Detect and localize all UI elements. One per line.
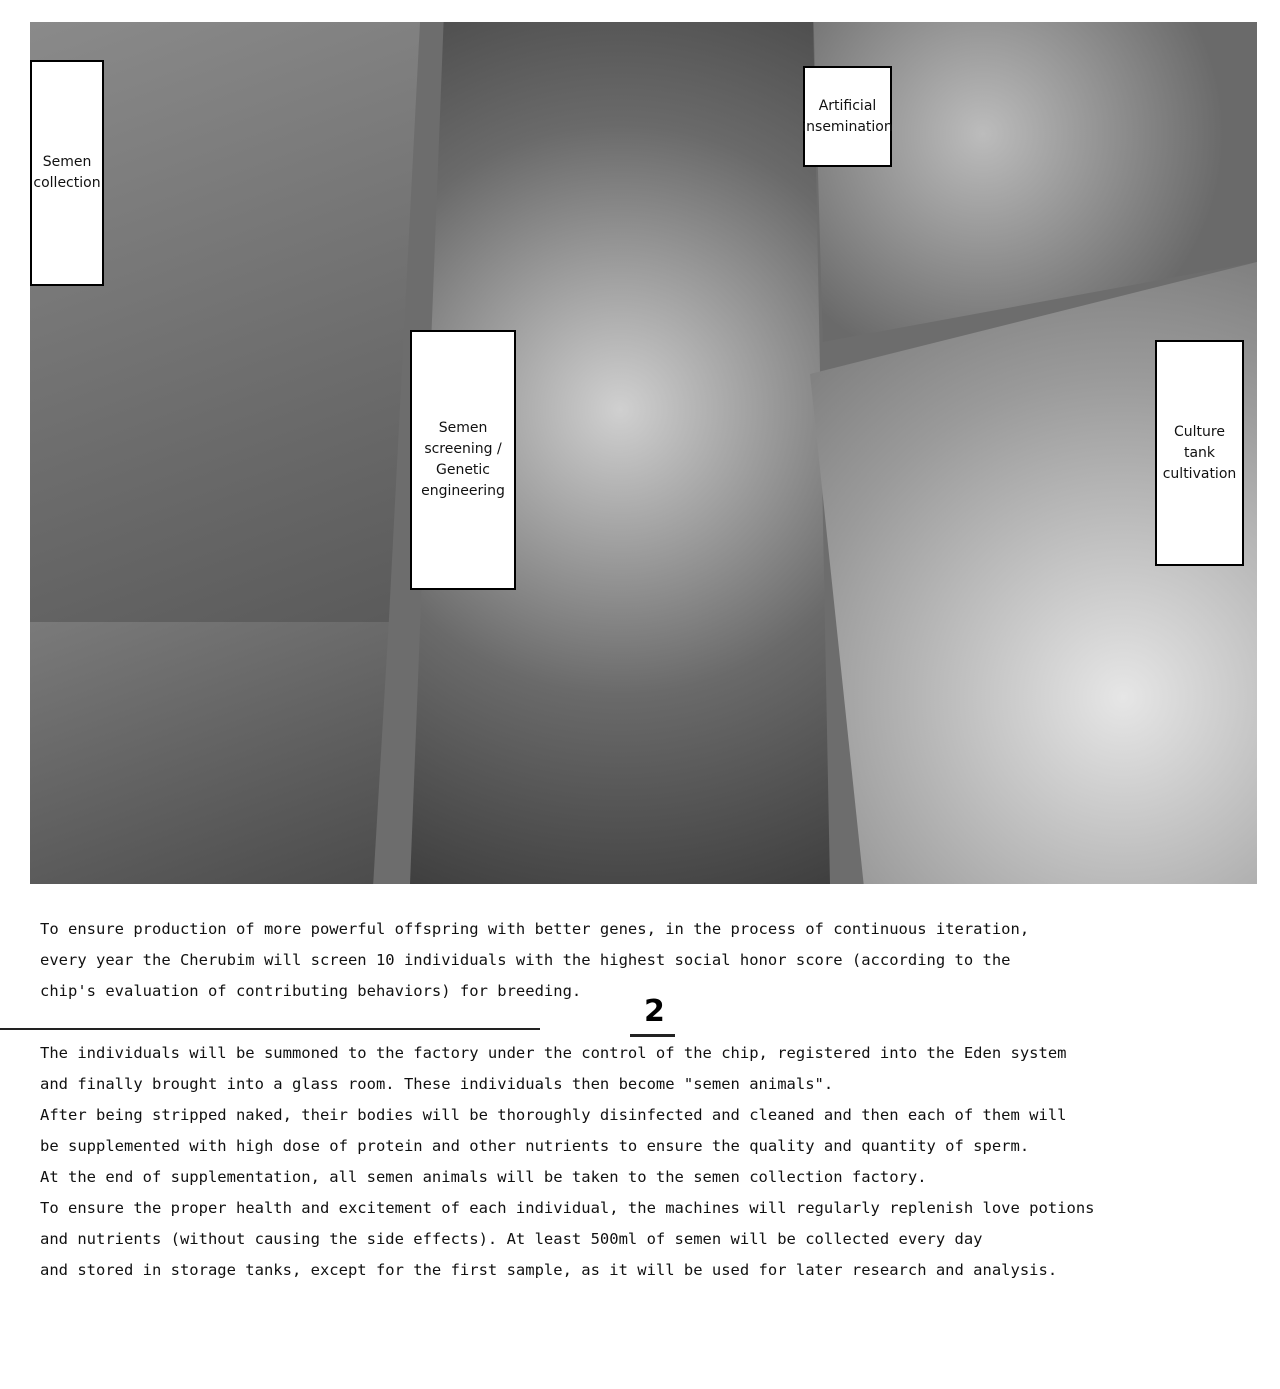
caption-screening: Semen screening / Genetic engineering (410, 330, 516, 590)
page-number-underline (630, 1034, 675, 1037)
body-text (40, 914, 1250, 1286)
caption-semen-collection: Semen collection (30, 60, 104, 286)
paragraph-2: The individuals will be summoned to the factory under the control of the chip, registered into the Eden system and finally brought into a glass room. These individuals then become "semen animals". After being stripped naked, their bodies will be thoroughly disinfected and cleaned and then each of them will be supplemented with high dose of protein and other nutrients to ensure the quality and quantity of sperm. At the end of supplementation, all semen animals will be taken to the semen collection factory. To ensure the proper health and excitement of each individual, the machines will regularly replenish love potions and nutrients (without causing the side effects). At least 500ml of semen will be collected every day and stored in storage tanks, except for the first sample, as it will be used for later research and analysis. (40, 1044, 1095, 1279)
paragraph-1: To ensure production of more powerful offspring with better genes, in the process of continuous iteration, every year the Cherubim will screen 10 individuals with the highest social honor score (according to the chip's evaluation of contributing behaviors) for breeding. (40, 920, 1030, 1000)
panel-collection-lower (30, 622, 420, 884)
footer-rule (0, 1028, 540, 1030)
caption-culture: Culture tank cultivation (1155, 340, 1244, 566)
illustration (30, 22, 1257, 884)
page-number: 2 (644, 994, 665, 1029)
caption-artificial-insemination: Artificial insemination (803, 66, 892, 167)
